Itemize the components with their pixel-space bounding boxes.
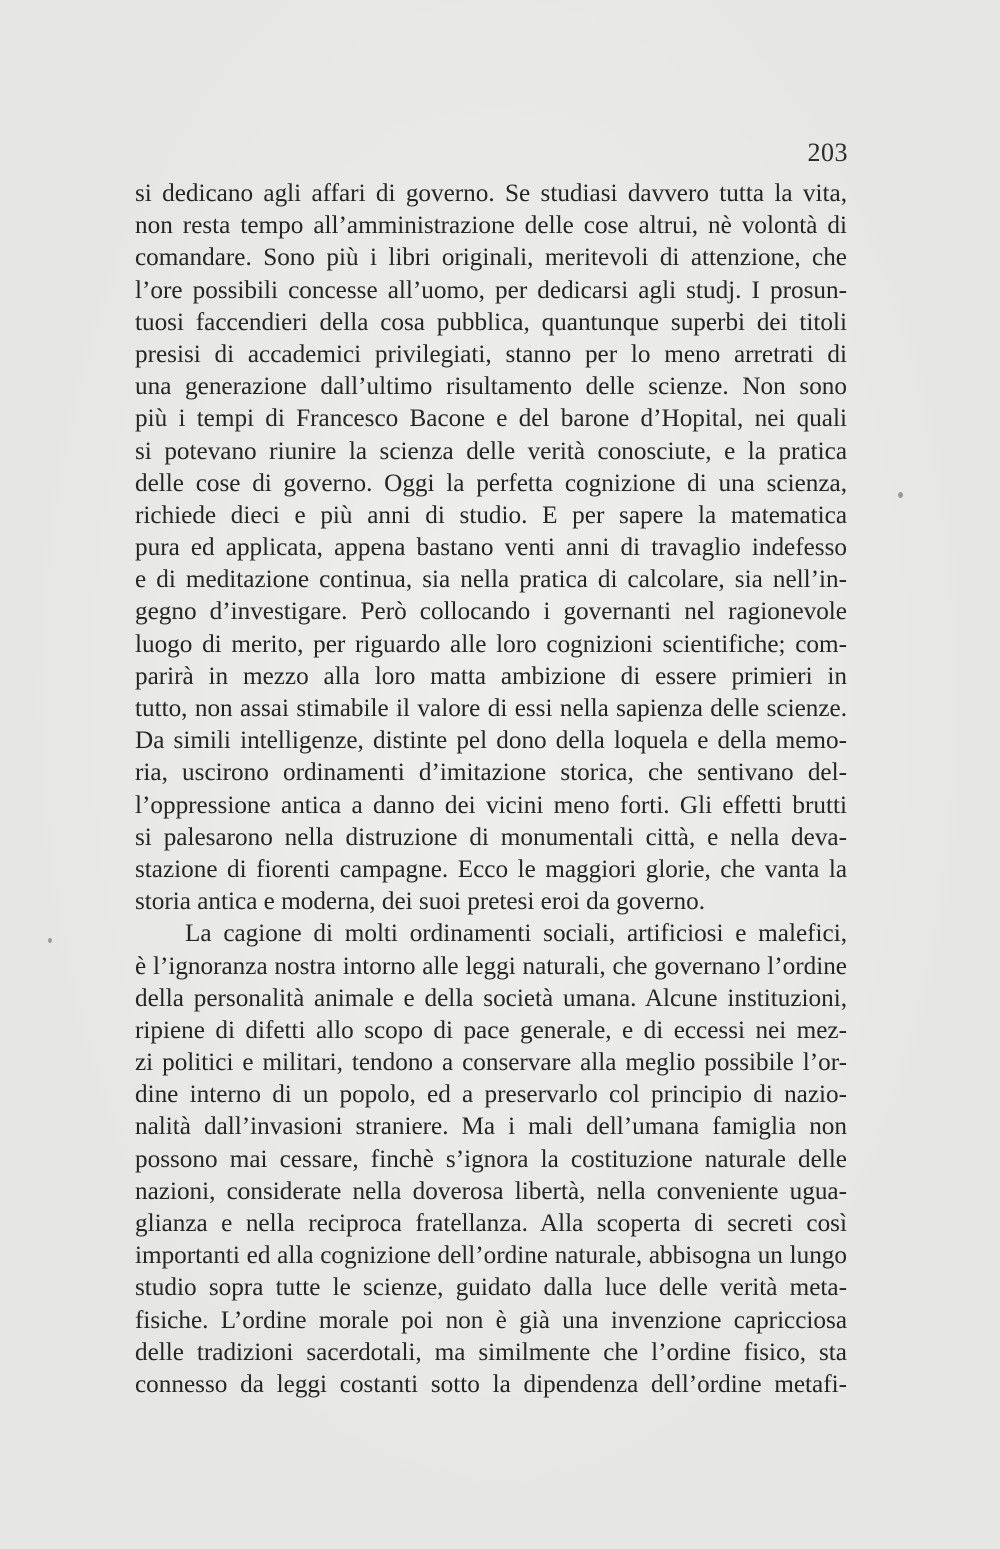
text-line: luogo di merito, per riguardo alle loro cognizioni scientifiche; com- xyxy=(135,630,847,658)
body-text xyxy=(135,178,847,1401)
text-line: richiede dieci e più anni di studio. E per sapere la matematica xyxy=(135,501,847,529)
text-line: presisi di accademici privilegiati, stanno per lo meno arretrati di xyxy=(135,340,847,368)
text-line: La cagione di molti ordinamenti sociali, artificiosi e malefici, xyxy=(185,920,847,948)
text-line: stazione di fiorenti campagne. Ecco le maggiori glorie, che vanta la xyxy=(135,855,847,883)
text-line: parirà in mezzo alla loro matta ambizione di essere primieri in xyxy=(135,662,847,690)
text-line: delle cose di governo. Oggi la perfetta cognizione di una scienza, xyxy=(135,469,847,497)
text-line: connesso da leggi costanti sotto la dipendenza dell’ordine metafi- xyxy=(135,1370,847,1398)
page-number: 203 xyxy=(807,138,848,167)
text-line: è l’ignoranza nostra intorno alle leggi naturali, che governano l’ordine xyxy=(135,952,847,980)
text-line: più i tempi di Francesco Bacone e del barone d’Hopital, nei quali xyxy=(135,405,847,433)
text-line: ripiene di difetti allo scopo di pace generale, e di eccessi nei mez- xyxy=(135,1016,847,1044)
text-line: pura ed applicata, appena bastano venti anni di travaglio indefesso xyxy=(135,534,847,562)
text-line: studio sopra tutte le scienze, guidato dalla luce delle verità meta- xyxy=(135,1274,847,1302)
text-line: nazioni, considerate nella doverosa libertà, nella conveniente ugua- xyxy=(135,1177,847,1205)
text-line: importanti ed alla cognizione dell’ordine naturale, abbisogna un lungo xyxy=(135,1242,847,1270)
text-line: comandare. Sono più i libri originali, meritevoli di attenzione, che xyxy=(135,244,847,272)
text-line: tuosi faccendieri della cosa pubblica, quantunque superbi dei titoli xyxy=(135,308,847,336)
text-line: della personalità animale e della società umana. Alcune instituzioni, xyxy=(135,984,847,1012)
text-line: fisiche. L’ordine morale poi non è già una invenzione capricciosa xyxy=(135,1306,847,1334)
text-line: l’oppressione antica a danno dei vicini meno forti. Gli effetti brutti xyxy=(135,791,847,819)
text-line: tutto, non assai stimabile il valore di essi nella sapienza delle scienze. xyxy=(135,695,847,722)
text-line: Da simili intelligenze, distinte pel dono della loquela e della memo- xyxy=(135,727,847,755)
text-line: si dedicano agli affari di governo. Se studiasi davvero tutta la vita, xyxy=(135,180,847,207)
text-line: si palesarono nella distruzione di monumentali città, e nella deva- xyxy=(135,823,847,851)
text-line: glianza e nella reciproca fratellanza. Alla scoperta di secreti così xyxy=(135,1210,847,1237)
paper-speck xyxy=(898,492,903,498)
text-line: una generazione dall’ultimo risultamento delle scienze. Non sono xyxy=(135,373,847,401)
text-line: nalità dall’invasioni straniere. Ma i mali dell’umana famiglia non xyxy=(135,1113,847,1141)
text-line: e di meditazione continua, sia nella pratica di calcolare, sia nell’in- xyxy=(135,566,847,594)
text-line: storia antica e moderna, dei suoi pretesi eroi da governo. xyxy=(135,888,706,916)
text-line: dine interno di un popolo, ed a preservarlo col principio di nazio- xyxy=(135,1081,847,1109)
text-line: non resta tempo all’amministrazione delle cose altrui, nè volontà di xyxy=(135,212,847,240)
text-line: si potevano riunire la scienza delle verità conosciute, e la pratica xyxy=(135,437,847,465)
text-line: zi politici e militari, tendono a conservare alla meglio possibile l’or- xyxy=(135,1049,847,1077)
text-line: l’ore possibili concesse all’uomo, per dedicarsi agli studj. I prosun- xyxy=(135,276,847,304)
text-line: delle tradizioni sacerdotali, ma similmente che l’ordine fisico, sta xyxy=(135,1338,847,1366)
text-line: gegno d’investigare. Però collocando i governanti nel ragionevole xyxy=(135,598,847,626)
text-line: possono mai cessare, finchè s’ignora la costituzione naturale delle xyxy=(135,1145,847,1173)
paper-speck xyxy=(48,938,52,943)
text-line: ria, uscirono ordinamenti d’imitazione storica, che sentivano del- xyxy=(135,759,847,787)
